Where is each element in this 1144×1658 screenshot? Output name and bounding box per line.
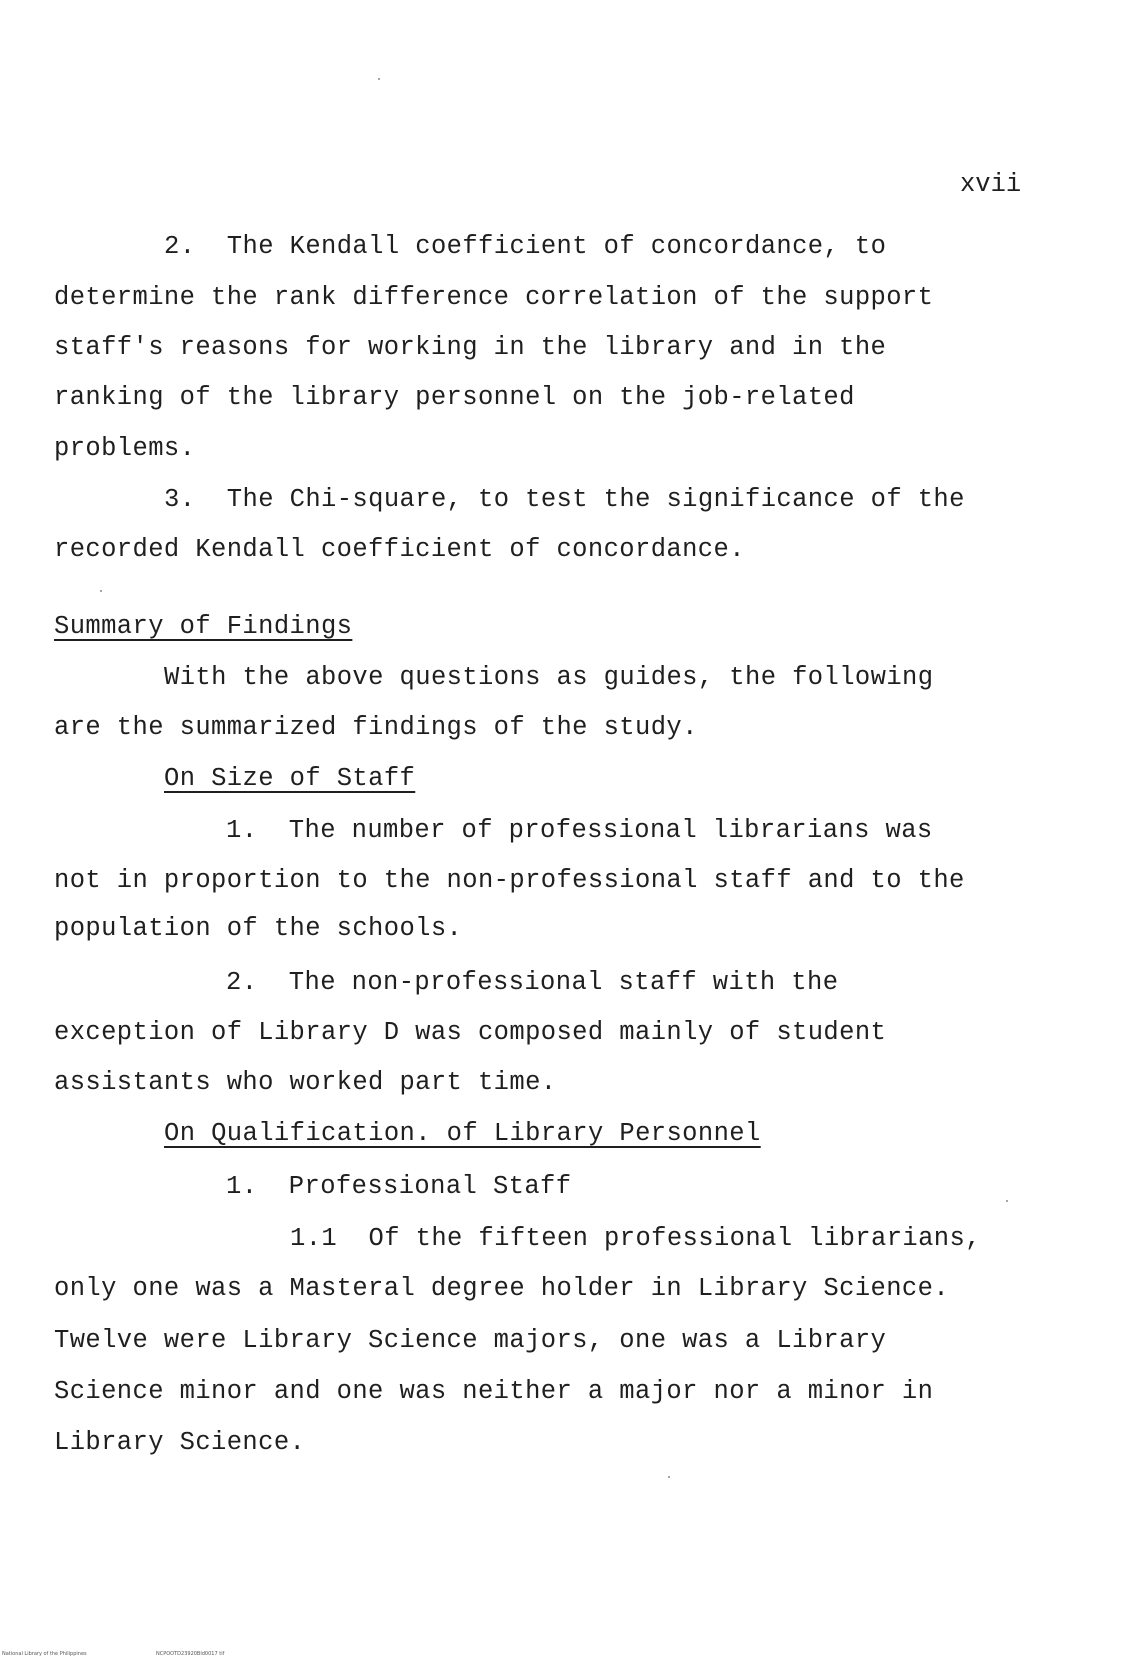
heading-on-size-of-staff: On Size of Staff [164,764,416,793]
footer-library-name: National Library of the Philippines [2,1651,87,1657]
item-3-chi-square-line-2: recorded Kendall coefficient of concordance. [54,535,745,564]
scan-speck [668,1476,670,1478]
page-number: xvii [960,170,1022,199]
scan-speck [100,590,102,592]
heading-summary-of-findings: Summary of Findings [54,612,353,641]
qualification-item-1-1-line-3: Twelve were Library Science majors, one was a Library [54,1326,887,1355]
qualification-item-1-1-line-4: Science minor and one was neither a major nor a minor in [54,1377,934,1406]
footer-file-id: NCPOOTD23920Bld0017 tif [156,1651,225,1657]
scan-speck [378,78,380,80]
qualification-item-1: 1. Professional Staff [226,1172,572,1201]
qualification-item-1-1-line-5: Library Science. [54,1428,306,1457]
item-2-kendall-line-1: 2. The Kendall coefficient of concordance, to [164,232,887,261]
size-item-1-line-2: not in proportion to the non-professional staff and to the [54,866,965,895]
item-2-kendall-line-3: staff's reasons for working in the library and in the [54,333,887,362]
size-item-2-line-1: 2. The non-professional staff with the [226,968,839,997]
item-2-kendall-line-5: problems. [54,434,196,463]
qualification-item-1-1-line-1: 1.1 Of the fifteen professional librarians, [290,1224,981,1253]
size-item-2-line-2: exception of Library D was composed mainly of student [54,1018,887,1047]
size-item-1-line-1: 1. The number of professional librarians was [226,816,933,845]
item-3-chi-square-line-1: 3. The Chi-square, to test the significance of the [164,485,965,514]
qualification-item-1-1-line-2: only one was a Masteral degree holder in Library Science. [54,1274,950,1303]
size-item-2-line-3: assistants who worked part time. [54,1068,557,1097]
heading-on-qualification: On Qualification. of Library Personnel [164,1119,761,1148]
item-2-kendall-line-2: determine the rank difference correlation of the support [54,283,934,312]
size-item-1-line-3: population of the schools. [54,914,463,943]
summary-intro-line-1: With the above questions as guides, the following [164,663,934,692]
summary-intro-line-2: are the summarized findings of the study. [54,713,698,742]
item-2-kendall-line-4: ranking of the library personnel on the job-related [54,383,855,412]
scan-speck [1006,1200,1008,1202]
